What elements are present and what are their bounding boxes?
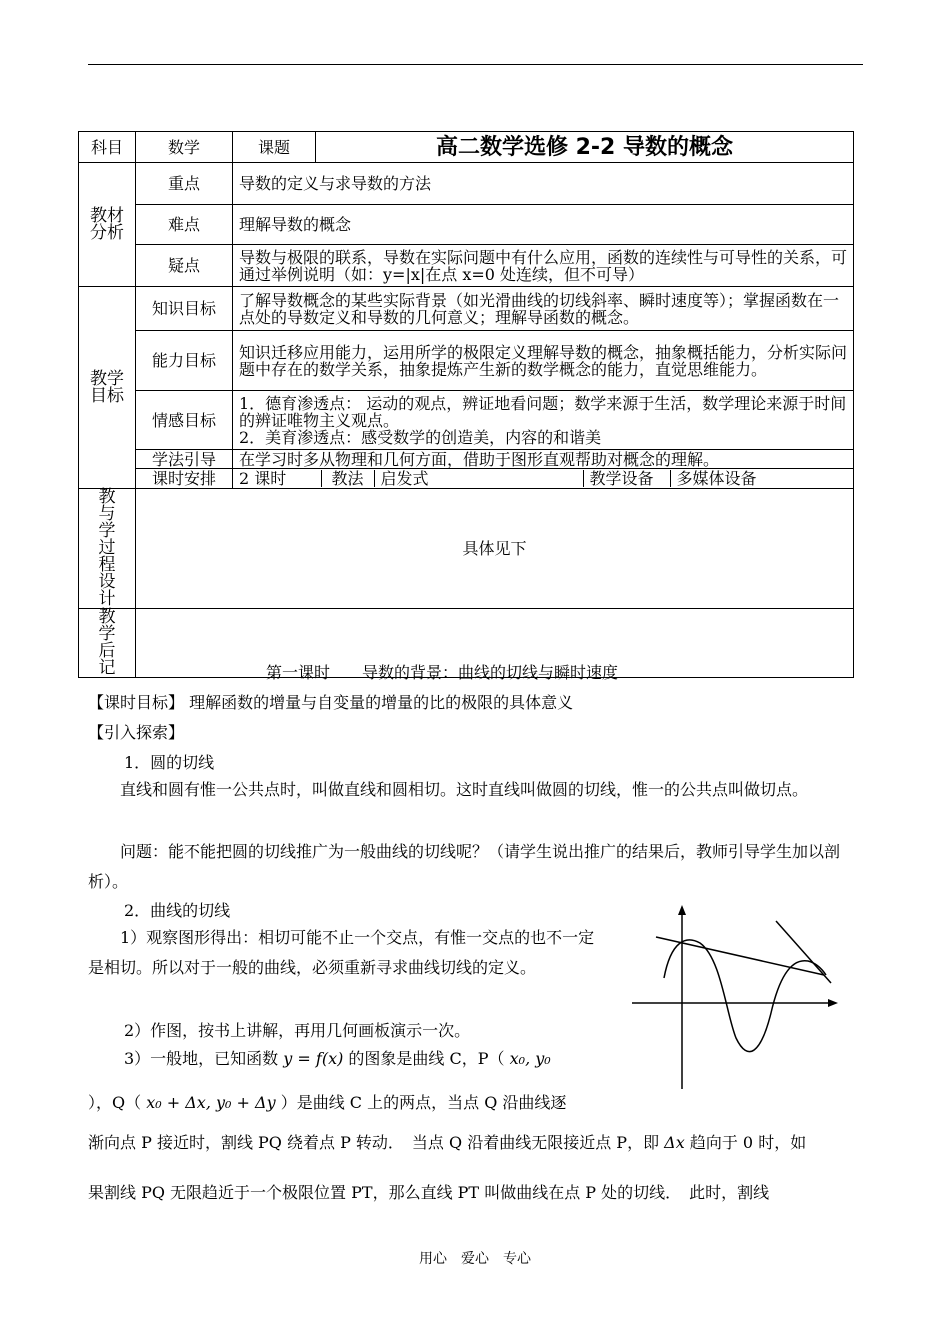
- knowledge-label: 知识目标: [136, 287, 233, 331]
- lesson-goal: 【课时目标】 理解函数的增量与自变量的增量的比的极限的具体意义: [88, 693, 574, 712]
- lesson-heading: 第一课时 导数的背景：曲线的切线与瞬时速度: [266, 663, 619, 682]
- key-text: 导数的定义与求导数的方法: [233, 163, 854, 205]
- process-text: 具体见下: [136, 489, 854, 609]
- method-label: 学法引导: [136, 450, 233, 469]
- equipment-value: 多媒体设备: [676, 469, 757, 488]
- subject-value: 数学: [136, 132, 233, 163]
- ability-label: 能力目标: [136, 331, 233, 391]
- header-rule: [88, 64, 863, 65]
- hours-label: 课时安排: [136, 469, 233, 489]
- emotion-text: [233, 391, 854, 450]
- doubt-text: 导数与极限的联系，导数在实际问题中有什么应用，函数的连续性与可导性的关系，可通过举例说明（如：y=|x|在点 x=0 处连续，但不可导）: [233, 245, 854, 287]
- x-axis-arrow: [828, 999, 838, 1007]
- secant-line: [656, 937, 824, 975]
- teaching-method-value: 启发式: [374, 470, 583, 487]
- item-1-heading: 1．圆的切线: [124, 753, 215, 772]
- delta-x: Δx: [664, 1133, 685, 1152]
- emotion-label: 情感目标: [136, 391, 233, 450]
- emotion-item-1: 1．德育渗透点： 运动的观点，辨证地看问题；数学来源于生活，数学理论来源于时间的辨证唯物主义观点。: [239, 393, 847, 430]
- intro-heading: 【引入探索】: [88, 723, 185, 742]
- paragraph-4: 果割线 PQ 无限趋近于一个极限位置 PT，那么直线 PT 叫做曲线在点 P 处的切线． 此时，割线: [88, 1183, 770, 1202]
- paragraph-1: 直线和圆有惟一公共点时，叫做直线和圆相切。这时直线叫做圆的切线，惟一的公共点叫做切点。: [120, 780, 809, 799]
- function-formula: y = f(x): [283, 1049, 344, 1068]
- schedule-row: [233, 469, 854, 489]
- point-q-coords: x₀ + Δx, y₀ + Δy: [146, 1093, 276, 1112]
- difficult-label: 难点: [136, 205, 233, 245]
- teaching-method-label: 教法: [321, 470, 374, 487]
- ability-text: 知识迁移应用能力，运用所学的极限定义理解导数的概念，抽象概括能力，分析实际问题中存在的数学关系，抽象提炼产生新的数学概念的能力，直觉思维能力。: [233, 331, 854, 391]
- difficult-text: 理解导数的概念: [233, 205, 854, 245]
- step-1: 1）观察图形得出：相切可能不止一个交点，有惟一交点的也不一定是相切。所以对于一般的曲线，必须重新寻求曲线切线的定义。: [88, 928, 595, 977]
- method-text: 在学习时多从物理和几何方面，借助于图形直观帮助对概念的理解。: [233, 450, 854, 469]
- y-axis-arrow: [678, 905, 686, 915]
- paragraph-3: 渐向点 P 接近时，割线 PQ 绕着点 P 转动． 当点 Q 沿着曲线无限接近点 P，即 Δx 趋向于 0 时，如: [88, 1133, 807, 1152]
- hours-value: 2 课时: [233, 470, 321, 487]
- lesson-plan-table: [78, 131, 854, 678]
- paragraph-2: 问题：能不能把圆的切线推广为一般曲线的切线呢？（请学生说出推广的结果后，教师引导学生加以剖析）。: [88, 842, 841, 891]
- point-p-coords: x₀, y₀: [509, 1049, 551, 1068]
- notes-label: 教学后记: [79, 609, 136, 678]
- lesson-title: 高二数学选修 2-2 导数的概念: [316, 132, 854, 163]
- key-label: 重点: [136, 163, 233, 205]
- emotion-item-2: 2．美育渗透点：感受数学的创造美，内容的和谐美: [239, 427, 602, 447]
- knowledge-text: 了解导数概念的某些实际背景（如光滑曲线的切线斜率、瞬时速度等）；掌握函数在一点处的导数定义和导数的几何意义；理解导函数的概念。: [233, 287, 854, 331]
- process-label: 教与学过程设计: [79, 489, 136, 609]
- doubt-label: 疑点: [136, 245, 233, 287]
- item-2-heading: 2．曲线的切线: [124, 901, 231, 920]
- step-3-line: 3）一般地，已知函数 y = f(x) 的图象是曲线 C，P（ x₀, y₀: [124, 1049, 551, 1068]
- tangent-line: [776, 921, 831, 983]
- step-3-line-2: ），Q（ x₀ + Δx, y₀ + Δy ）是曲线 C 上的两点，当点 Q 沿曲线逐: [88, 1093, 567, 1112]
- tangent-figure: [626, 903, 842, 1093]
- subject-label: 科目: [79, 132, 136, 163]
- page-footer: 用心 爱心 专心: [419, 1251, 531, 1267]
- goals-label: 教学目标: [79, 287, 136, 489]
- equipment-label: 教学设备: [583, 470, 670, 487]
- step-2: 2）作图，按书上讲解，再用几何画板演示一次。: [124, 1021, 471, 1040]
- topic-label: 课题: [233, 132, 316, 163]
- analysis-label: 教材分析: [79, 163, 136, 287]
